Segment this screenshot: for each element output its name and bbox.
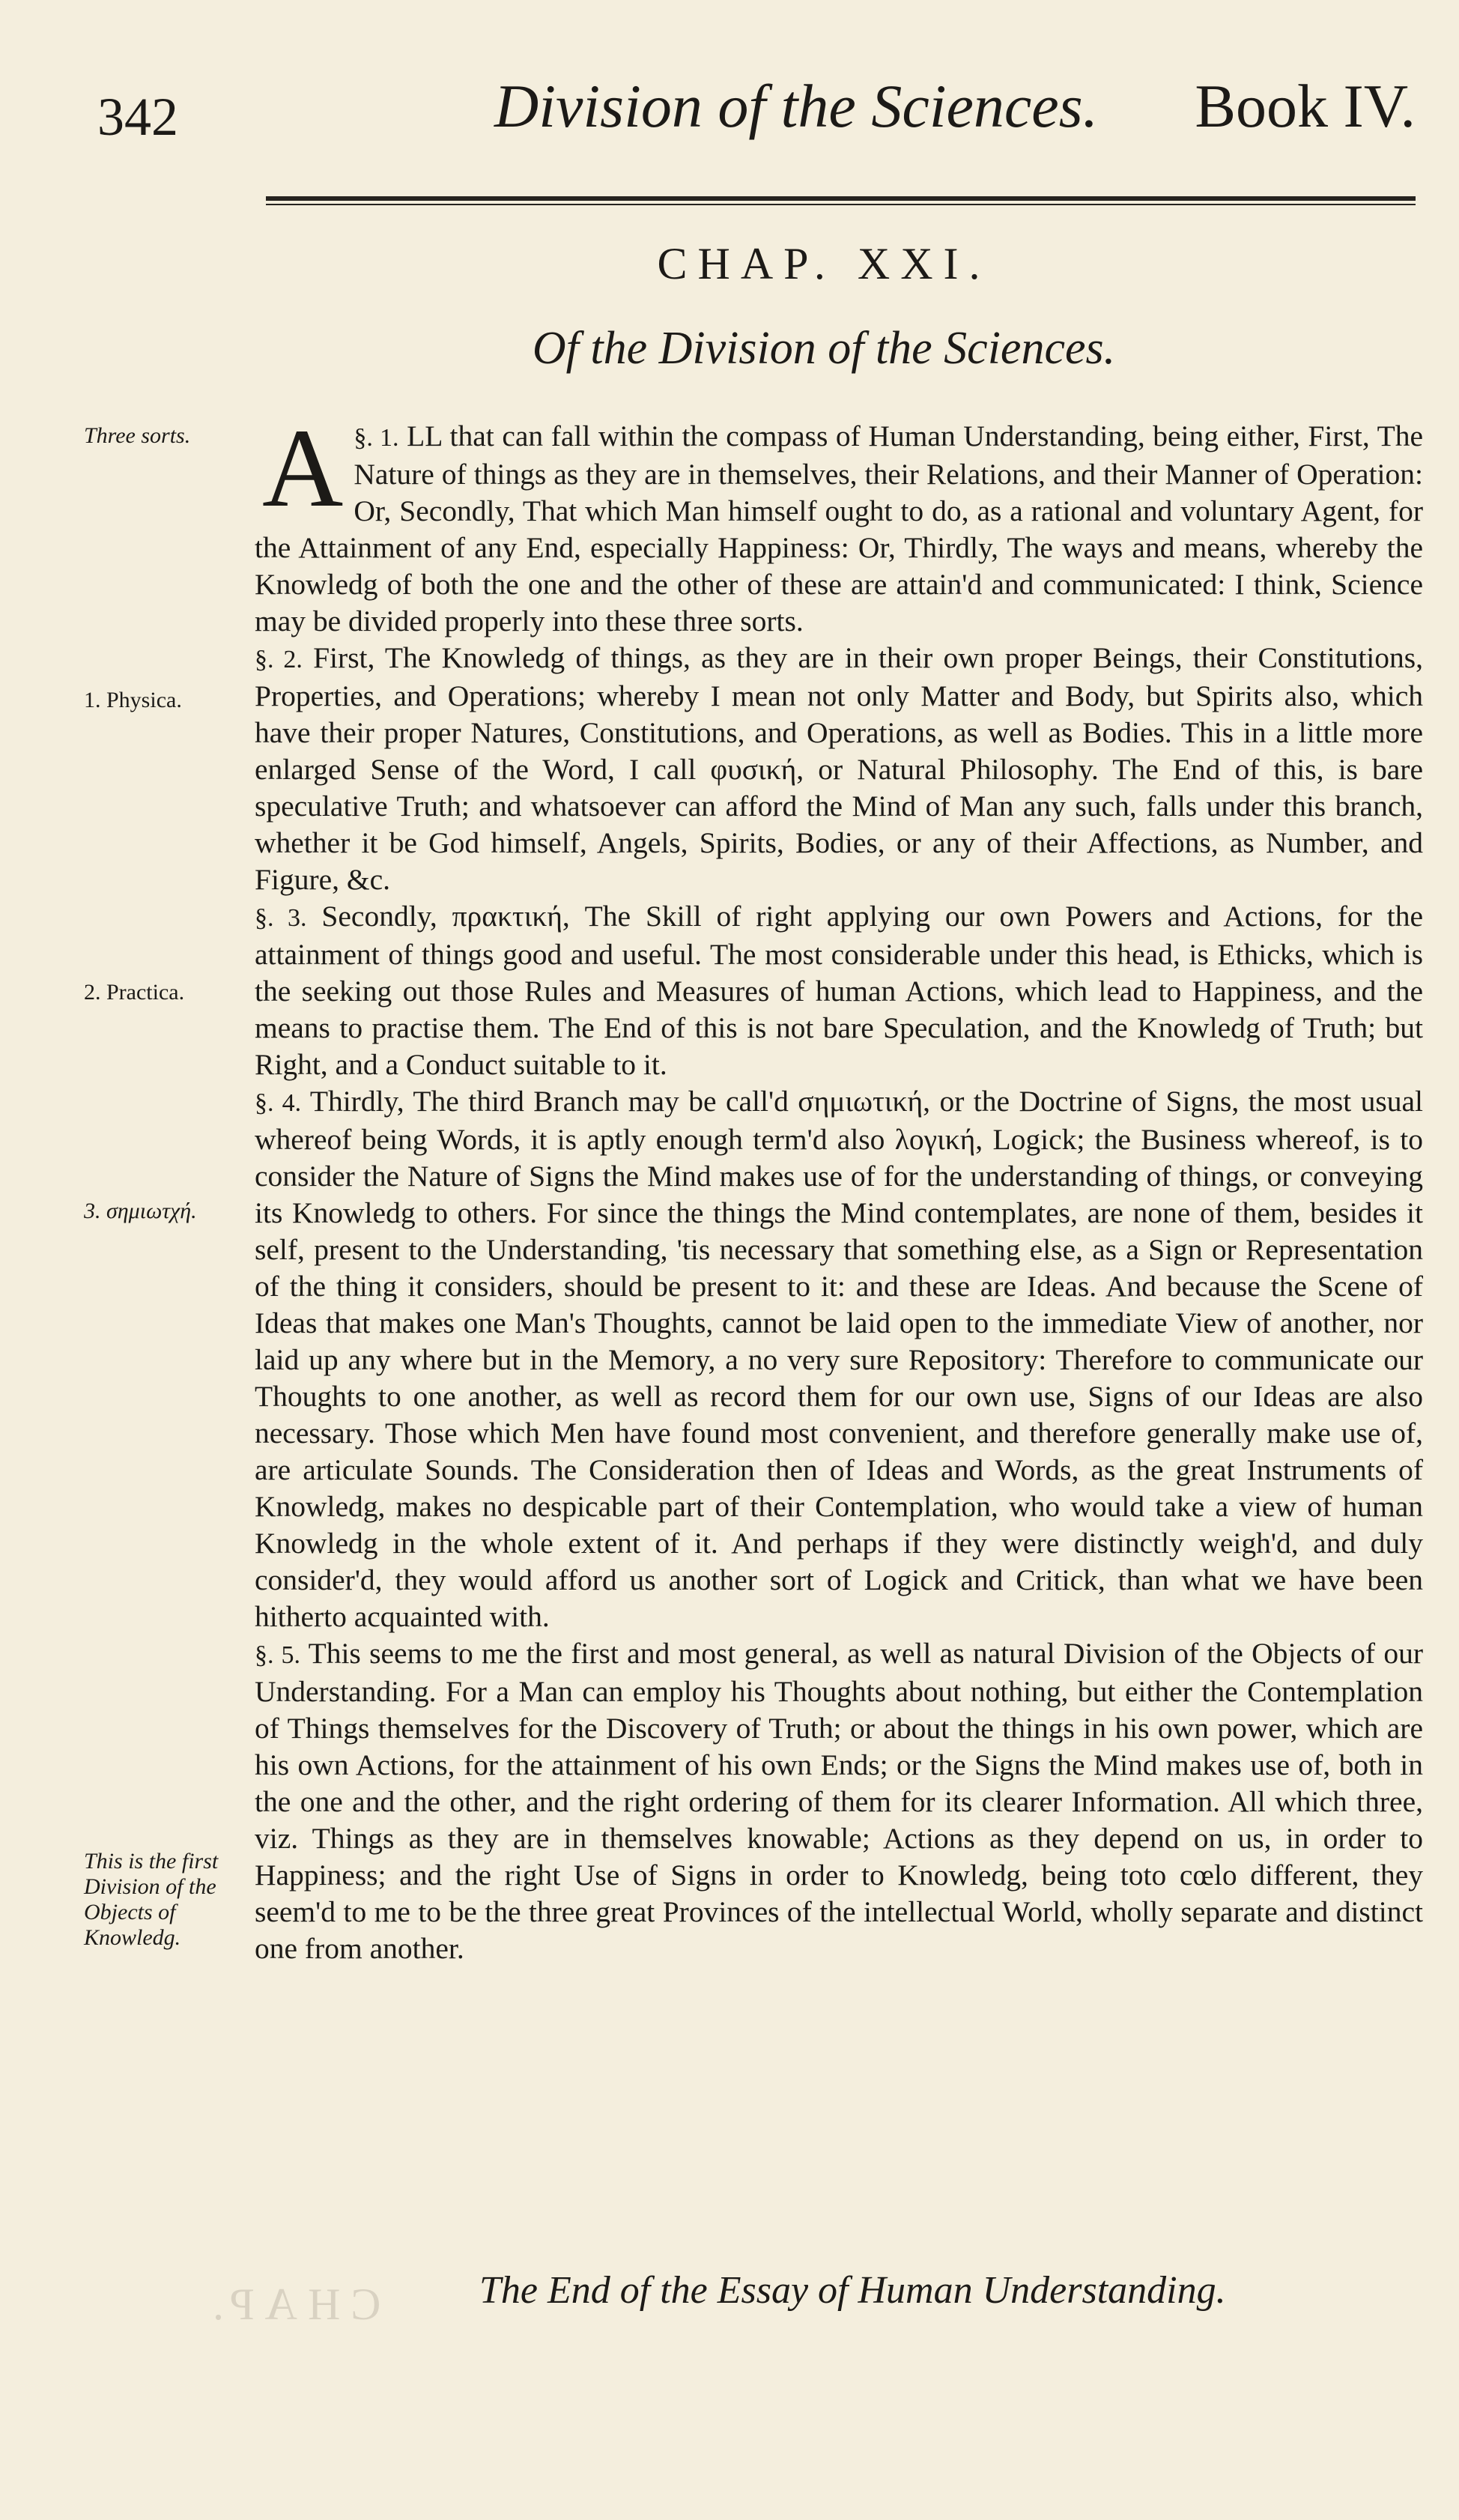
paragraph-3: [255, 898, 1423, 1083]
paragraph-text: Thirdly, The third Branch may be call'd σημιωτική, or the Doctrine of Signs, the most usual whereof being Words, it is aptly enough term'd also λογική, Logick; the Business whereof, is to consider the Nature of Signs the Mind makes use of for the understanding of things, or conveying its Knowledg to others. For since the things the Mind contemplates, are none of them, besides it self, present to the Understanding, 'tis necessary that something else, as a Sign or Representation of the thing it considers, should be present to it: and these are Ideas. And because the Scene of Ideas that makes one Man's Thoughts, cannot be laid open to the immediate View of another, nor laid up any where but in the Memory, a no very sure Repository: Therefore to communicate our Thoughts to one another, as well as record them for our own use, Signs of our Ideas are also necessary. Those which Men have found most convenient, and therefore generally make use of, are articulate Sounds. The Consideration then of Ideas and Words, as the great Instruments of Knowledg, makes no despicable part of their Contemplation, who would take a view of human Knowledg in the whole extent of it. And perhaps if they were distinctly weigh'd, and duly consider'd, they would afford us another sort of Logick and Critick, than what we have been hitherto acquainted with.: [255, 1085, 1423, 1633]
paragraph-text: LL that can fall within the compass of Human Understanding, being either, First, The Nature of things as they are in themselves, their Relations, and their Manner of Operation: Or, Secondly, That which Man himself ought to do, as a rational and voluntary Agent, for the Attainment of any End, especially Happiness: Or, Thirdly, The ways and means, whereby the Knowledg of both the one and the other of these are attain'd and communicated: I think, Science may be divided properly into these three sorts.: [255, 420, 1424, 637]
paragraph-text: Secondly, πρακτική, The Skill of right applying our own Powers and Actions, for the attainment of things good and useful. The most considerable under this head, is Ethicks, which is the seeking out those Rules and Measures of human Actions, which lead to Happiness, and the means to practise them. The End of this is not bare Speculation, and the Knowledg of Truth; but Right, and a Conduct suitable to it.: [255, 900, 1424, 1081]
section-number: §. 4.: [255, 1089, 302, 1117]
paragraph-2: [255, 640, 1423, 898]
paragraph-4: [255, 1083, 1423, 1635]
margin-note: 2. Practica.: [84, 980, 185, 1005]
chapter-body: [255, 406, 1424, 1967]
bleed-through-text: CHAP.: [202, 2280, 381, 2329]
running-header: [97, 71, 1416, 154]
chapter-number: CHAP. XXI.: [657, 239, 991, 288]
chapter-title: Of the Division of the Sciences.: [532, 323, 1116, 374]
margin-note: Three sorts.: [84, 423, 191, 448]
paragraph-text: First, The Knowledg of things, as they are in their own proper Beings, their Constitutions, Properties, and Operations; whereby I mean not only Matter and Body, but Spirits also, which have their proper Natures, Constitutions, and Operations, as well as Bodies. This in a little more enlarged Sense of the Word, I call φυσική, or Natural Philosophy. The End of this, is bare speculative Truth; and whatsoever can afford the Mind of Man any such, falls under this branch, whether it be God himself, Angels, Spirits, Bodies, or any of their Affections, as Number, and Figure, &c.: [255, 641, 1424, 896]
section-number: §. 1.: [354, 424, 399, 452]
margin-note: This is the first Division of the Objects of Knowledg.: [84, 1849, 219, 1950]
drop-cap: A: [262, 406, 344, 530]
section-number: §. 2.: [255, 646, 303, 673]
book-label: Book IV.: [1195, 72, 1416, 140]
paragraph-text: This seems to me the first and most general, as well as natural Division of the Objects of our Understanding. For a Man can employ his Thoughts about nothing, but either the Contemplation of Things themselves for the Discovery of Truth; or about the things in his own power, which are his own Actions, for the attainment of his own Ends; or the Signs the Mind makes use of, both in the one and the other, and the right ordering of them for its clearer Information. All which three, viz. Things as they are in themselves knowable; Actions as they depend on us, in order to Happiness; and the right Use of Signs in order to Knowledg, being toto cœlo different, they seem'd to me to be the three great Provinces of the intellectual World, wholly separate and distinct one from another.: [255, 1637, 1423, 1965]
paragraph-1: [255, 406, 1424, 640]
margin-note: 1. Physica.: [84, 688, 182, 712]
page-number: 342: [97, 87, 178, 147]
section-number: §. 5.: [255, 1641, 300, 1669]
running-title: Division of the Sciences.: [494, 72, 1099, 140]
margin-note: 3. σημιωτχή.: [84, 1199, 197, 1223]
closing-line: The End of the Essay of Human Understanding.: [479, 2269, 1226, 2312]
header-rule-thin: [266, 204, 1416, 205]
header-rule: [266, 196, 1416, 201]
section-number: §. 3.: [255, 904, 307, 932]
paragraph-5: [255, 1635, 1423, 1967]
